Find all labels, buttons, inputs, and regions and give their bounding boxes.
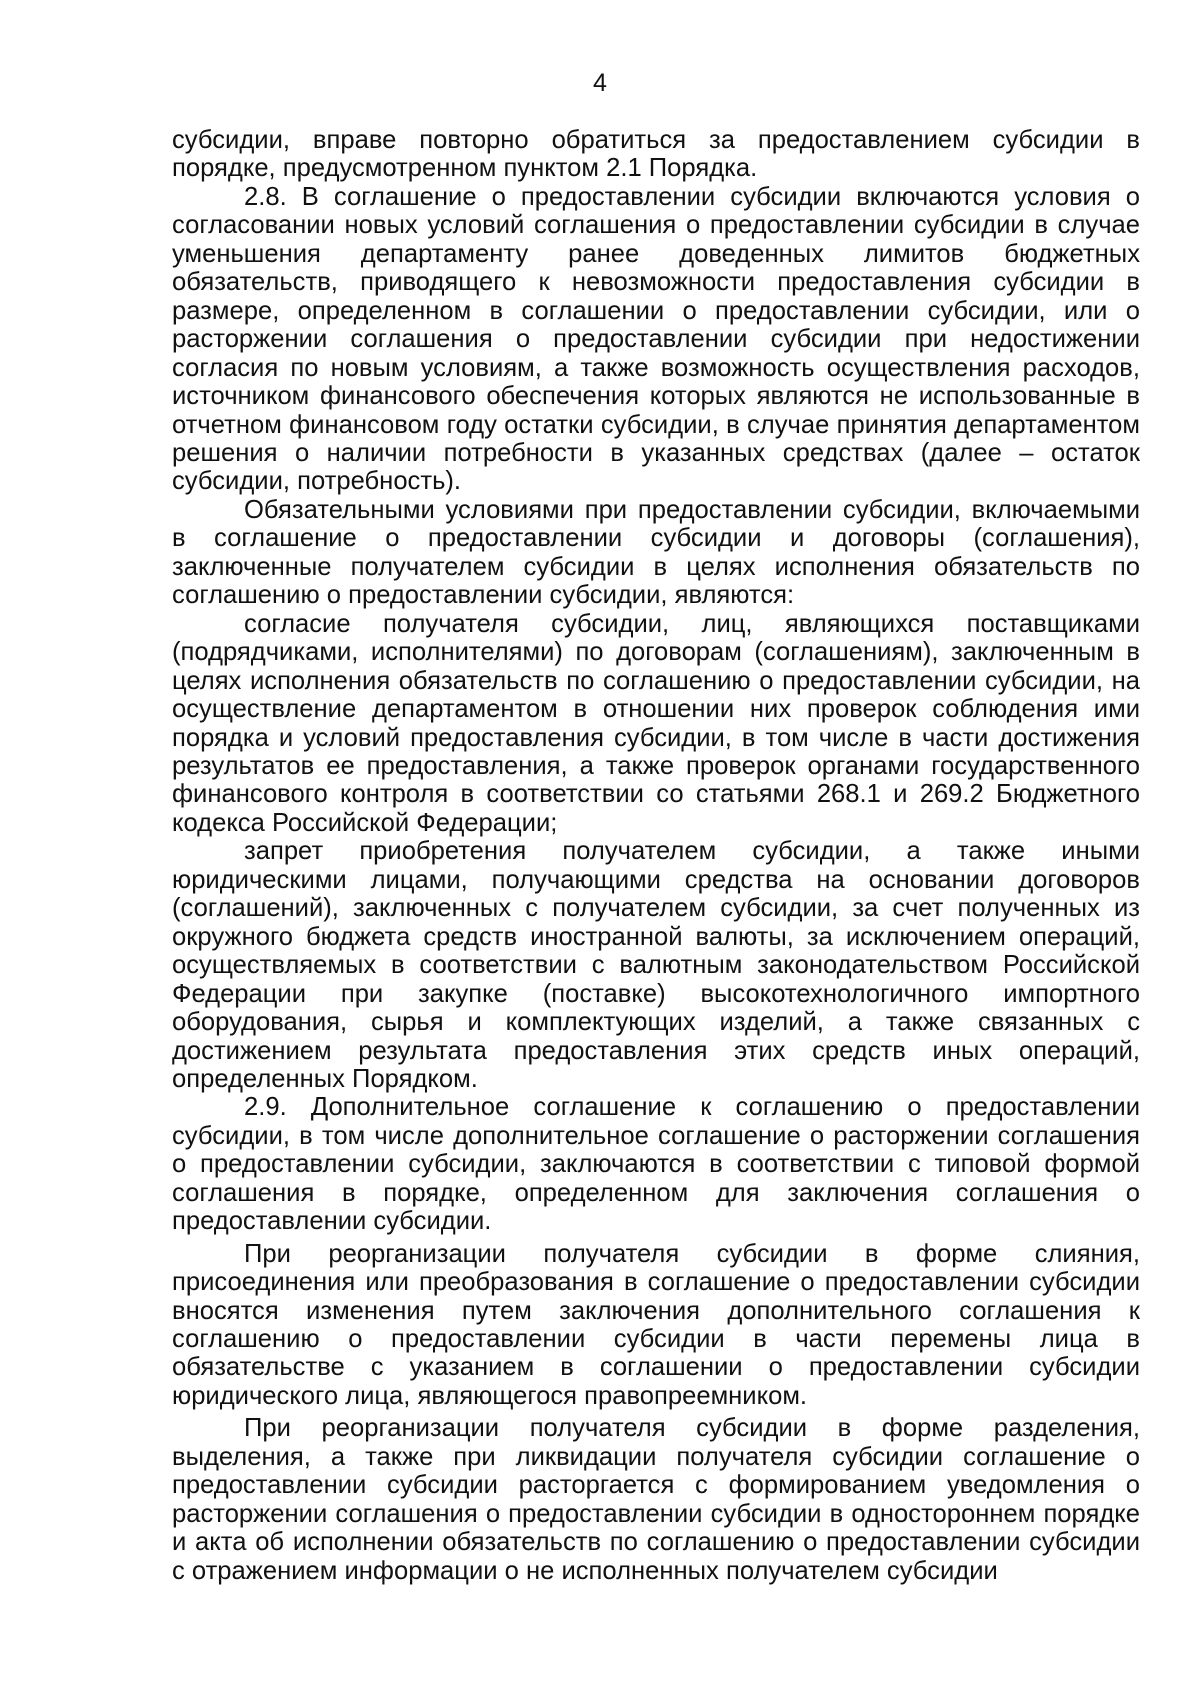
- paragraph-consent: согласие получателя субсидии, лиц, являющихся поставщиками (подрядчиками, исполнителями) по договорам (соглашениям), заключенным в целях исполнения обязательств по соглашению о предоставлении субсидии, на осуществление департаментом в отношении них проверок соблюдения ими порядка и условий предоставления субсидии, в том числе в части достижения результатов ее предоставления, а также проверок органами государственного финансового контроля в соответствии со статьями 268.1 и 269.2 Бюджетного кодекса Российской Федерации;: [172, 609, 1140, 837]
- paragraph-reorganization-merger: При реорганизации получателя субсидии в форме слияния, присоединения или преобразования в соглашение о предоставлении субсидии вносятся изменения путем заключения дополнительного соглашения к соглашению о предоставлении субсидии в части перемены лица в обязательстве с указанием в соглашении о предоставлении субсидии юридического лица, являющегося правопреемником.: [172, 1239, 1140, 1410]
- paragraph-currency-ban: запрет приобретения получателем субсидии, а также иными юридическими лицами, получающими средства на основании договоров (соглашений), заключенных с получателем субсидии, за счет полученных из окружного бюджета средств иностранной валюты, за исключением операций, осуществляемых в соответствии с валютным законодательством Российской Федерации при закупке (поставке) высокотехнологичного импортного оборудования, сырья и комплектующих изделий, а также связанных с достижением результата предоставления этих средств иных операций, определенных Порядком.: [172, 837, 1140, 1093]
- document-body: [172, 126, 1140, 1585]
- paragraph-clause-2-8: 2.8. В соглашение о предоставлении субсидии включаются условия о согласовании новых условий соглашения о предоставлении субсидии в случае уменьшения департаменту ранее доведенных лимитов бюджетных обязательств, приводящего к невозможности предоставления субсидии в размере, определенном в соглашении о предоставлении субсидии, или о расторжении соглашения о предоставлении субсидии при недостижении согласия по новым условиям, а также возможность осуществления расходов, источником финансового обеспечения которых являются не использованные в отчетном финансовом году остатки субсидии, в случае принятия департаментом решения о наличии потребности в указанных средствах (далее – остаток субсидии, потребность).: [172, 182, 1140, 496]
- paragraph-reorganization-division: При реорганизации получателя субсидии в форме разделения, выделения, а также при ликвидации получателя субсидии соглашение о предоставлении субсидии расторгается с формированием уведомления о расторжении соглашения о предоставлении субсидии в одностороннем порядке и акта об исполнении обязательств по соглашению о предоставлении субсидии с отражением информации о не исполненных получателем субсидии: [172, 1414, 1140, 1585]
- page-number: 4: [593, 69, 607, 97]
- paragraph-clause-2-9: 2.9. Дополнительное соглашение к соглашению о предоставлении субсидии, в том числе дополнительное соглашение о расторжении соглашения о предоставлении субсидии, заключаются в соответствии с типовой формой соглашения в порядке, определенном для заключения соглашения о предоставлении субсидии.: [172, 1093, 1140, 1236]
- paragraph-continuation: субсидии, вправе повторно обратиться за предоставлением субсидии в порядке, предусмотренном пунктом 2.1 Порядка.: [172, 126, 1140, 183]
- paragraph-mandatory-conditions: Обязательными условиями при предоставлении субсидии, включаемыми в соглашение о предоставлении субсидии и договоры (соглашения), заключенные получателем субсидии в целях исполнения обязательств по соглашению о предоставлении субсидии, являются:: [172, 495, 1140, 610]
